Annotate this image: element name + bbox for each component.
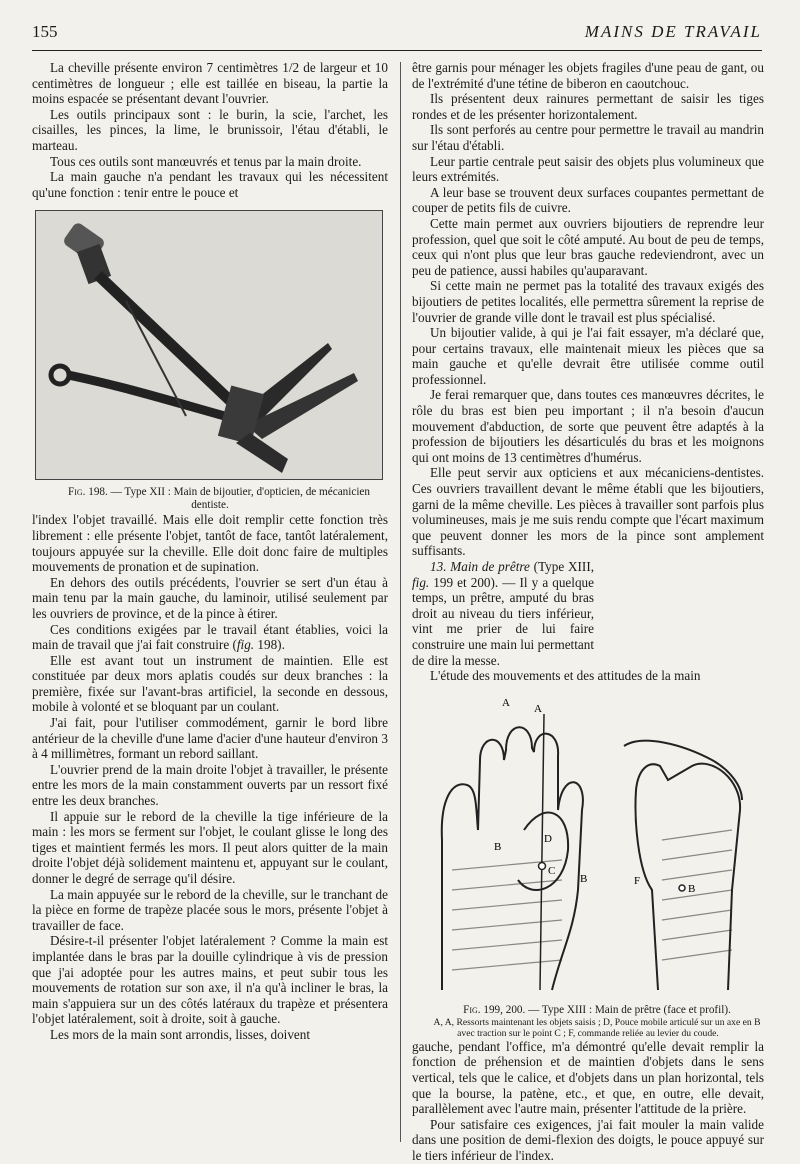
paragraph: gauche, pendant l'office, m'a démontré qu'elle devait remplir la fonction de préhension et de maintien d'objets dans le sens vertical, tels que le calice, et d'objets dans un plan horizontal, tels que la bourse, la patène, etc., et que, en outre, elle devait, parallèlement avec l'autre main, présenter l'attitude de la prière. <box>412 1038 764 1117</box>
type-reference: (Type XIII, <box>529 559 595 574</box>
paragraph: Je ferai remarquer que, dans toutes ces manœuvres décrites, le rôle du bras est bien peu important ; il n'a besoin d'aucun mouvement d'abduction, de sorte que peuvent être adaptés à la profession de bijoutiers les désarticulés du bras et les moignons qui ont moins de 13 centimètres d'humérus. <box>412 387 764 465</box>
paragraph: Les outils principaux sont : le burin, la scie, l'archet, les cisailles, les pinces, la lime, le brunissoir, l'étau d'établi, le marteau. <box>32 106 388 153</box>
paragraph: Si cette main ne permet pas la totalité des travaux exigés des bijoutiers de petites localités, elle permettra sûrement la reprise de l'ouvrier de grande ville dont le travail est plus spécialisé. <box>412 278 764 325</box>
paragraph: être garnis pour ménager les objets fragiles d'une peau de gant, ou de l'extrémité d'une tétine de biberon en caoutchouc. <box>412 60 764 91</box>
section-heading: 13. Main de prêtre <box>430 559 530 574</box>
figure-label: Fig. 199, 200. <box>463 1003 526 1016</box>
header-rule <box>32 50 762 51</box>
figure-caption-text: — Type XII : Main de bijoutier, d'opticien, de mécanicien dentiste. <box>110 486 370 512</box>
paragraph: La main appuyée sur le rebord de la cheville, sur le tranchant de la pièce en forme de trapèze placée sous le mors, présente l'objet à travailler de face. <box>32 886 388 933</box>
paragraph: L'étude des mouvements et des attitudes de la main <box>430 668 701 684</box>
fig-reference: fig. <box>412 574 430 590</box>
label-d: D <box>544 832 552 845</box>
figure-199-200-caption <box>412 1004 764 1017</box>
paragraph: Ils présentent deux rainures permettant de saisir les tiges rondes et de les présenter horizontalement. <box>412 91 764 122</box>
figure-label: Fig. 198. <box>67 486 108 499</box>
figure-198-caption <box>32 486 388 512</box>
paragraph-text: Il y a quelque temps, un prêtre, amputé du bras droit au niveau du tiers inférieur, vint me prier de lui faire construire une main lui permettant de dire la messe. <box>412 574 594 668</box>
paragraph: L'ouvrier prend de la main droite l'objet à travailler, le présente entre les mors de la main constamment ouverts par un ressort fixé entre les deux branches. <box>32 761 388 809</box>
paragraph: Il appuie sur le rebord de la cheville la tige inférieure de la main : les mors se ferment sur l'objet, le coulant glisse le long des tiges et maintient fermés les mors. Il peut alors quitter de la main droite l'objet déjà solidement maintenu et, appuyant sur le coulant, donner le degré de serrage qu'il désire. <box>32 808 388 886</box>
label-a: A <box>534 702 542 715</box>
right-column <box>412 60 764 1164</box>
figure-198-photo <box>35 210 383 480</box>
paragraph: Elle peut servir aux opticiens et aux mécaniciens-dentistes. Ces ouvriers travaillent devant le même établi que les bijoutiers, garni de la même cheville. Les pièces à travailler sont parfois plus volumineuses, mais je me suis rendu compte que l'écart maximum que peuvent donner les mors de la pince sont amplement suffisants. <box>412 465 764 559</box>
left-column <box>32 60 388 1043</box>
label-b: B <box>688 882 696 895</box>
paragraph: Un bijoutier valide, à qui je l'ai fait essayer, m'a déclaré que, pour certains travaux, elle maintenait mieux les pièces que sa main gauche et qu'elle devrait être utilisée comme outil professionnel. <box>412 325 764 387</box>
paragraph: l'index l'objet travaillé. Mais elle doit remplir cette fonction très librement : elle présente l'objet, tantôt de face, tantôt latéralement, toujours appuyée sur la cheville. Elle doit donc faire de multiples mouvements de pronation et de supination. <box>32 512 388 575</box>
paragraph: Désire-t-il présenter l'objet latéralement ? Comme la main est implantée dans le bras par la douille cylindrique à vis de pression que j'ai adoptée pour les autres mains, et peut subir tous les mouvements de rotation sur son axe, il n'a qu'à incliner le bras, la main s'appuiera sur un des côtés latéraux du trapèze et présentera l'objet latéralement, soit à droite, soit à gauche. <box>32 933 388 1027</box>
label-f: F <box>634 874 641 887</box>
fig-numbers: 199 et 200). — <box>429 574 520 590</box>
label-b: B <box>494 840 502 853</box>
page-header <box>32 22 762 48</box>
paragraph: La cheville présente environ 7 centimètres 1/2 de largeur et 10 centimètres de longueur ; elle est taillée en biseau, la partie la moins espacée se présentant devant l'ouvrier. <box>32 60 388 107</box>
paragraph <box>32 622 388 653</box>
paragraph: A leur base se trouvent deux surfaces coupantes permettant de couper de petits fils de cuivre. <box>412 184 764 216</box>
paragraph: Ils sont perforés au centre pour permettre le travail au mandrin sur l'étau d'établi. <box>412 122 764 153</box>
column-divider <box>400 62 401 1142</box>
fig-reference: fig. <box>236 637 255 653</box>
jeweler-hand-tool-illustration <box>36 211 382 479</box>
figure-199-200-legend: A, A, Ressorts maintenant les objets saisis ; D, Pouce mobile articulé sur un axe en B avec traction sur le point C ; F, commande reliée au levier du coude. <box>433 1016 761 1039</box>
label-c: C <box>548 864 556 877</box>
paragraph: J'ai fait, pour l'utiliser commodément, garnir le bord libre antérieur de la cheville d'une lame d'acier d'une hauteur d'environ 3 à 4 millimètres, formant un rebord saillant. <box>32 715 388 762</box>
page-number: 155 <box>32 22 58 41</box>
figure-caption-text: — Type XIII : Main de prêtre (face et profil). <box>528 1003 731 1016</box>
paragraph: La main gauche n'a pendant les travaux qui les nécessitent qu'une fonction : tenir entre le pouce et <box>32 169 388 200</box>
figure-199-200-drawing <box>412 690 758 1000</box>
paragraph: Tous ces outils sont manœuvrés et tenus par la main droite. <box>50 153 362 169</box>
priest-hand-illustration <box>412 690 758 1000</box>
paragraph: Leur partie centrale peut saisir des objets plus volumineux que leurs extrémités. <box>412 153 764 185</box>
label-a: A <box>502 696 510 709</box>
paragraph: Les mors de la main sont arrondis, lisses, doivent <box>50 1026 311 1042</box>
running-title: MAINS DE TRAVAIL <box>584 22 762 41</box>
paragraph-text: Ces conditions exigées par le travail étant établies, voici la main de travail que j'ai fait construire ( <box>32 621 388 653</box>
text-float-spacer <box>594 559 764 663</box>
paragraph: Elle est avant tout un instrument de maintien. Elle est constituée par deux mors aplatis coudés sur deux branches : la première, fixée sur l'avant-bras artificiel, la seconde en dessous, mobile à volonté et se bloquant par un coulant. <box>32 652 388 715</box>
paragraph-text: 198). <box>254 637 285 653</box>
paragraph: Cette main permet aux ouvriers bijoutiers de reprendre leur profession, quel que soit le côté amputé. Au bout de peu de temps, ceux qui n'ont plus que leur bras gauche redeviendront, avec un peu de patience, aussi habiles qu'auparavant. <box>412 215 764 278</box>
paragraph: En dehors des outils précédents, l'ouvrier se sert d'un étau à main tenu par la main gauche, du laminoir, utilisé seulement par les ouvriers de province, et de la pince à étirer. <box>32 574 388 621</box>
label-b: B <box>580 872 588 885</box>
paragraph: Pour satisfaire ces exigences, j'ai fait mouler la main valide dans une position de demi-flexion des doigts, le pouce appuyé sur le tiers inférieur de l'index. <box>412 1116 764 1163</box>
